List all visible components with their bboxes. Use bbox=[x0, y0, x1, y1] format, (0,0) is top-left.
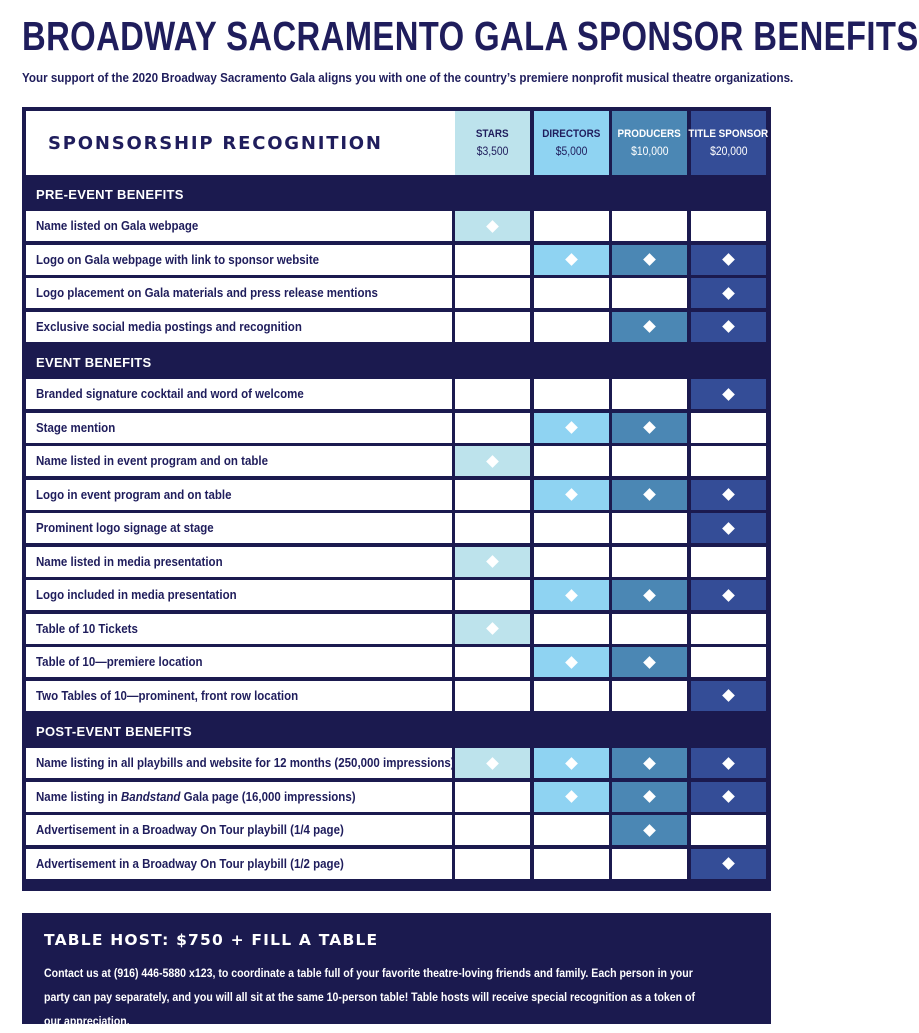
benefit-empty-cell bbox=[691, 211, 766, 241]
benefit-label bbox=[26, 547, 452, 577]
benefit-label bbox=[26, 211, 452, 241]
benefit-empty-cell bbox=[612, 681, 687, 711]
tier-name: DIRECTORS bbox=[542, 128, 601, 140]
table-host-panel bbox=[22, 913, 771, 1028]
benefit-empty-cell bbox=[534, 849, 609, 879]
tier-header-producers bbox=[612, 111, 687, 175]
diamond-icon bbox=[643, 320, 656, 333]
benefit-empty-cell bbox=[612, 446, 687, 476]
benefit-label bbox=[26, 480, 452, 510]
benefit-empty-cell bbox=[691, 614, 766, 644]
benefit-label bbox=[26, 446, 452, 476]
benefit-text: Name listing in Bandstand Gala page (16,000 impressions) bbox=[36, 789, 356, 804]
benefit-label bbox=[26, 312, 452, 342]
diamond-icon bbox=[722, 287, 735, 300]
tier-price: $5,000 bbox=[555, 146, 588, 158]
diamond-icon bbox=[722, 388, 735, 401]
diamond-icon bbox=[722, 757, 735, 770]
benefit-text: Branded signature cocktail and word of welcome bbox=[36, 387, 304, 401]
benefit-empty-cell bbox=[612, 547, 687, 577]
page-subtitle: Your support of the 2020 Broadway Sacramento Gala aligns you with one of the country’s premiere nonprofit musical theatre organizations. bbox=[22, 71, 794, 85]
benefit-empty-cell bbox=[534, 446, 609, 476]
benefit-included-cell bbox=[534, 782, 609, 812]
benefit-included-cell bbox=[612, 312, 687, 342]
diamond-icon bbox=[565, 790, 578, 803]
benefit-included-cell bbox=[691, 278, 766, 308]
benefit-empty-cell bbox=[455, 312, 530, 342]
benefit-text: Table of 10—premiere location bbox=[36, 655, 203, 669]
benefit-included-cell bbox=[455, 547, 530, 577]
benefit-included-cell bbox=[691, 681, 766, 711]
benefit-empty-cell bbox=[691, 413, 766, 443]
benefit-text: Name listed in media presentation bbox=[36, 554, 223, 569]
benefit-text: Two Tables of 10—prominent, front row location bbox=[36, 688, 299, 703]
tier-header-stars bbox=[455, 111, 530, 175]
benefit-text: Table of 10 Tickets bbox=[36, 621, 138, 636]
diamond-icon bbox=[486, 622, 499, 635]
section-title: EVENT BENEFITS bbox=[36, 354, 152, 370]
diamond-icon bbox=[643, 488, 656, 501]
benefit-label bbox=[26, 647, 452, 677]
benefit-empty-cell bbox=[612, 278, 687, 308]
benefit-label bbox=[26, 681, 452, 711]
table-header-text: SPONSORSHIP RECOGNITION bbox=[48, 132, 383, 154]
diamond-icon bbox=[643, 656, 656, 669]
benefit-included-cell bbox=[534, 245, 609, 275]
benefit-included-cell bbox=[534, 748, 609, 778]
diamond-icon bbox=[722, 589, 735, 602]
section-title: POST-EVENT BENEFITS bbox=[36, 723, 192, 739]
benefit-empty-cell bbox=[534, 815, 609, 845]
tier-price: $10,000 bbox=[630, 146, 669, 158]
tier-name: STARS bbox=[476, 128, 509, 140]
benefit-label bbox=[26, 245, 452, 275]
benefit-empty-cell bbox=[455, 513, 530, 543]
benefit-empty-cell bbox=[612, 211, 687, 241]
diamond-icon bbox=[565, 253, 578, 266]
benefit-empty-cell bbox=[455, 782, 530, 812]
benefit-text: Advertisement in a Broadway On Tour playbill (1/4 page) bbox=[36, 823, 344, 837]
benefit-empty-cell bbox=[534, 681, 609, 711]
benefit-text: Logo in event program and on table bbox=[36, 487, 232, 502]
diamond-icon bbox=[722, 857, 735, 870]
benefit-included-cell bbox=[455, 211, 530, 241]
benefit-included-cell bbox=[455, 748, 530, 778]
tier-header-title-sponsor bbox=[688, 111, 769, 175]
diamond-icon bbox=[565, 589, 578, 602]
diamond-icon bbox=[722, 689, 735, 702]
benefit-empty-cell bbox=[534, 211, 609, 241]
benefit-included-cell bbox=[612, 245, 687, 275]
diamond-icon bbox=[565, 757, 578, 770]
benefit-label bbox=[26, 849, 452, 879]
benefit-label bbox=[26, 782, 452, 812]
table-header-label bbox=[26, 111, 472, 175]
diamond-icon bbox=[643, 824, 656, 837]
diamond-icon bbox=[565, 488, 578, 501]
benefit-label bbox=[26, 513, 452, 543]
benefit-text: Logo placement on Gala materials and press release mentions bbox=[36, 286, 378, 300]
benefit-included-cell bbox=[534, 647, 609, 677]
benefit-label bbox=[26, 580, 452, 610]
benefit-text: Exclusive social media postings and recognition bbox=[36, 319, 302, 334]
benefit-included-cell bbox=[612, 782, 687, 812]
benefit-empty-cell bbox=[691, 815, 766, 845]
benefit-included-cell bbox=[691, 748, 766, 778]
benefit-included-cell bbox=[455, 614, 530, 644]
diamond-icon bbox=[722, 488, 735, 501]
diamond-icon bbox=[643, 757, 656, 770]
benefit-empty-cell bbox=[534, 379, 609, 409]
benefit-included-cell bbox=[534, 413, 609, 443]
benefit-text: Stage mention bbox=[36, 420, 116, 435]
benefit-empty-cell bbox=[612, 614, 687, 644]
benefit-empty-cell bbox=[534, 312, 609, 342]
table-host-title: TABLE HOST: $750 + FILL A TABLE bbox=[44, 931, 379, 949]
benefit-text: Name listed in event program and on table bbox=[36, 454, 268, 468]
benefit-text: Prominent logo signage at stage bbox=[36, 521, 214, 535]
benefit-empty-cell bbox=[612, 849, 687, 879]
benefit-empty-cell bbox=[455, 245, 530, 275]
sponsor-benefits-table bbox=[22, 107, 771, 891]
benefit-text: Logo on Gala webpage with link to sponsor website bbox=[36, 252, 320, 267]
benefit-label bbox=[26, 413, 452, 443]
diamond-icon bbox=[722, 253, 735, 266]
tier-name: PRODUCERS bbox=[617, 128, 682, 140]
benefit-empty-cell bbox=[455, 681, 530, 711]
page-title: BROADWAY SACRAMENTO GALA SPONSOR BENEFITS bbox=[22, 13, 919, 59]
benefit-empty-cell bbox=[534, 547, 609, 577]
benefit-text: Name listed on Gala webpage bbox=[36, 219, 199, 233]
diamond-icon bbox=[486, 455, 499, 468]
benefit-included-cell bbox=[534, 580, 609, 610]
diamond-icon bbox=[486, 555, 499, 568]
benefit-included-cell bbox=[612, 580, 687, 610]
benefit-empty-cell bbox=[691, 547, 766, 577]
benefit-empty-cell bbox=[455, 480, 530, 510]
diamond-icon bbox=[486, 220, 499, 233]
benefit-included-cell bbox=[691, 849, 766, 879]
benefit-included-cell bbox=[691, 312, 766, 342]
benefit-label bbox=[26, 614, 452, 644]
benefit-empty-cell bbox=[612, 379, 687, 409]
table-host-description: Contact us at (916) 446-5880 x123, to coordinate a table full of your favorite theatre-loving friends and family. Each person in your party can pay separately, and you will all sit at the same 10-person table! Table hosts will receive special recognition as a token of our appreciation. bbox=[44, 966, 696, 1028]
diamond-icon bbox=[722, 320, 735, 333]
benefit-included-cell bbox=[612, 647, 687, 677]
benefit-empty-cell bbox=[455, 849, 530, 879]
benefit-label bbox=[26, 278, 452, 308]
benefit-label bbox=[26, 379, 452, 409]
diamond-icon bbox=[643, 790, 656, 803]
section-title: PRE-EVENT BENEFITS bbox=[36, 186, 184, 202]
benefit-empty-cell bbox=[691, 446, 766, 476]
tier-name: TITLE SPONSOR bbox=[688, 128, 769, 140]
tier-price: $3,500 bbox=[476, 146, 509, 158]
benefit-text: Name listing in all playbills and website for 12 months (250,000 impressions) bbox=[36, 756, 455, 770]
benefit-empty-cell bbox=[612, 513, 687, 543]
benefit-label bbox=[26, 748, 455, 778]
diamond-icon bbox=[565, 421, 578, 434]
benefit-empty-cell bbox=[455, 379, 530, 409]
diamond-icon bbox=[486, 757, 499, 770]
benefit-empty-cell bbox=[455, 815, 530, 845]
benefit-included-cell bbox=[691, 580, 766, 610]
benefit-empty-cell bbox=[534, 614, 609, 644]
diamond-icon bbox=[643, 589, 656, 602]
benefit-label bbox=[26, 815, 452, 845]
benefit-text: Advertisement in a Broadway On Tour playbill (1/2 page) bbox=[36, 856, 344, 871]
tier-header-directors bbox=[534, 111, 609, 175]
diamond-icon bbox=[643, 421, 656, 434]
benefit-included-cell bbox=[612, 413, 687, 443]
benefit-empty-cell bbox=[691, 647, 766, 677]
benefit-included-cell bbox=[691, 782, 766, 812]
benefit-included-cell bbox=[612, 748, 687, 778]
benefit-included-cell bbox=[691, 513, 766, 543]
benefit-empty-cell bbox=[455, 278, 530, 308]
benefit-empty-cell bbox=[534, 513, 609, 543]
benefit-empty-cell bbox=[534, 278, 609, 308]
benefit-included-cell bbox=[612, 480, 687, 510]
diamond-icon bbox=[565, 656, 578, 669]
benefit-included-cell bbox=[691, 379, 766, 409]
benefit-text: Logo included in media presentation bbox=[36, 588, 237, 602]
benefit-included-cell bbox=[534, 480, 609, 510]
benefit-included-cell bbox=[691, 480, 766, 510]
benefit-empty-cell bbox=[455, 647, 530, 677]
diamond-icon bbox=[722, 522, 735, 535]
diamond-icon bbox=[643, 253, 656, 266]
tier-price: $20,000 bbox=[709, 146, 748, 158]
benefit-empty-cell bbox=[455, 580, 530, 610]
benefit-included-cell bbox=[691, 245, 766, 275]
benefit-included-cell bbox=[455, 446, 530, 476]
benefit-included-cell bbox=[612, 815, 687, 845]
benefit-empty-cell bbox=[455, 413, 530, 443]
diamond-icon bbox=[722, 790, 735, 803]
